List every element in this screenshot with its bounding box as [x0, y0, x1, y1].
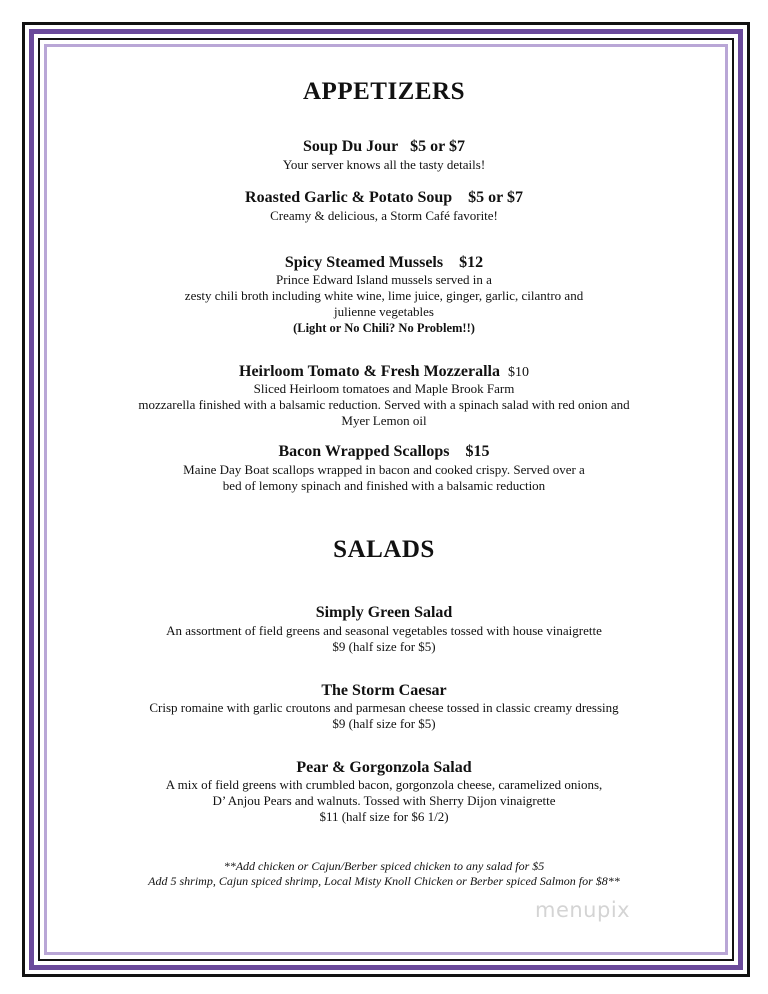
- salads-heading: SALADS: [333, 536, 435, 563]
- pear-salad-price: $11 (half size for $6 1/2): [319, 809, 449, 824]
- heirloom-desc-line: Sliced Heirloom tomatoes and Maple Brook Farm: [253, 381, 515, 396]
- scallops-desc-line: Maine Day Boat scallops wrapped in bacon and cooked crispy. Served over a: [183, 462, 585, 477]
- garlic-soup-desc: Creamy & delicious, a Storm Café favorite!: [270, 208, 498, 223]
- garlic-soup-title: [0, 189, 768, 207]
- scallops-desc-line: bed of lemony spinach and finished with a balsamic reduction: [222, 478, 546, 493]
- item-price: $5 or $7: [468, 189, 523, 206]
- item-name: Heirloom Tomato & Fresh Mozzeralla: [239, 363, 500, 380]
- caesar-salad-title: The Storm Caesar: [321, 682, 447, 699]
- item-price: $12: [459, 254, 484, 271]
- mussels-note: (Light or No Chili? No Problem!!): [293, 321, 475, 335]
- scallops-title: [0, 443, 768, 461]
- item-name: Spicy Steamed Mussels: [284, 254, 444, 271]
- green-salad-title: Simply Green Salad: [315, 604, 453, 621]
- pear-salad-desc-line: D’ Anjou Pears and walnuts. Tossed with Sherry Dijon vinaigrette: [212, 793, 556, 808]
- heirloom-desc-line: Myer Lemon oil: [341, 413, 427, 428]
- mussels-desc-line: julienne vegetables: [334, 304, 434, 319]
- item-name: Roasted Garlic & Potato Soup: [245, 189, 453, 206]
- mussels-title: [0, 254, 768, 272]
- salad-addon-note: **Add chicken or Cajun/Berber spiced chicken to any salad for $5: [223, 859, 545, 873]
- salad-addon-note: Add 5 shrimp, Cajun spiced shrimp, Local Misty Knoll Chicken or Berber spiced Salmon for $8**: [148, 874, 620, 888]
- item-name: Bacon Wrapped Scallops: [278, 443, 450, 460]
- pear-salad-title: Pear & Gorgonzola Salad: [296, 759, 472, 776]
- item-price: $5 or $7: [410, 138, 465, 155]
- appetizers-heading: APPETIZERS: [303, 78, 465, 105]
- mussels-desc-line: Prince Edward Island mussels served in a: [276, 272, 492, 287]
- caesar-salad-price: $9 (half size for $5): [332, 716, 436, 731]
- green-salad-desc: An assortment of field greens and seasonal vegetables tossed with house vinaigrette: [166, 623, 602, 638]
- green-salad-price: $9 (half size for $5): [332, 639, 436, 654]
- heirloom-desc-line: mozzarella finished with a balsamic reduction. Served with a spinach salad with red onion and: [138, 397, 630, 412]
- pear-salad-desc-line: A mix of field greens with crumbled bacon, gorgonzola cheese, caramelized onions,: [165, 777, 603, 792]
- caesar-salad-desc: Crisp romaine with garlic croutons and parmesan cheese tossed in classic creamy dressing: [149, 700, 619, 715]
- mussels-desc-line: zesty chili broth including white wine, lime juice, ginger, garlic, cilantro and: [184, 288, 584, 303]
- menupix-watermark: menupix: [535, 898, 631, 922]
- heirloom-title: [0, 363, 768, 381]
- soup-du-jour-desc: Your server knows all the tasty details!: [282, 157, 486, 172]
- item-price: $15: [465, 443, 490, 460]
- item-price: $10: [507, 365, 529, 380]
- item-name: Soup Du Jour: [303, 138, 399, 155]
- soup-du-jour-title: [0, 138, 768, 156]
